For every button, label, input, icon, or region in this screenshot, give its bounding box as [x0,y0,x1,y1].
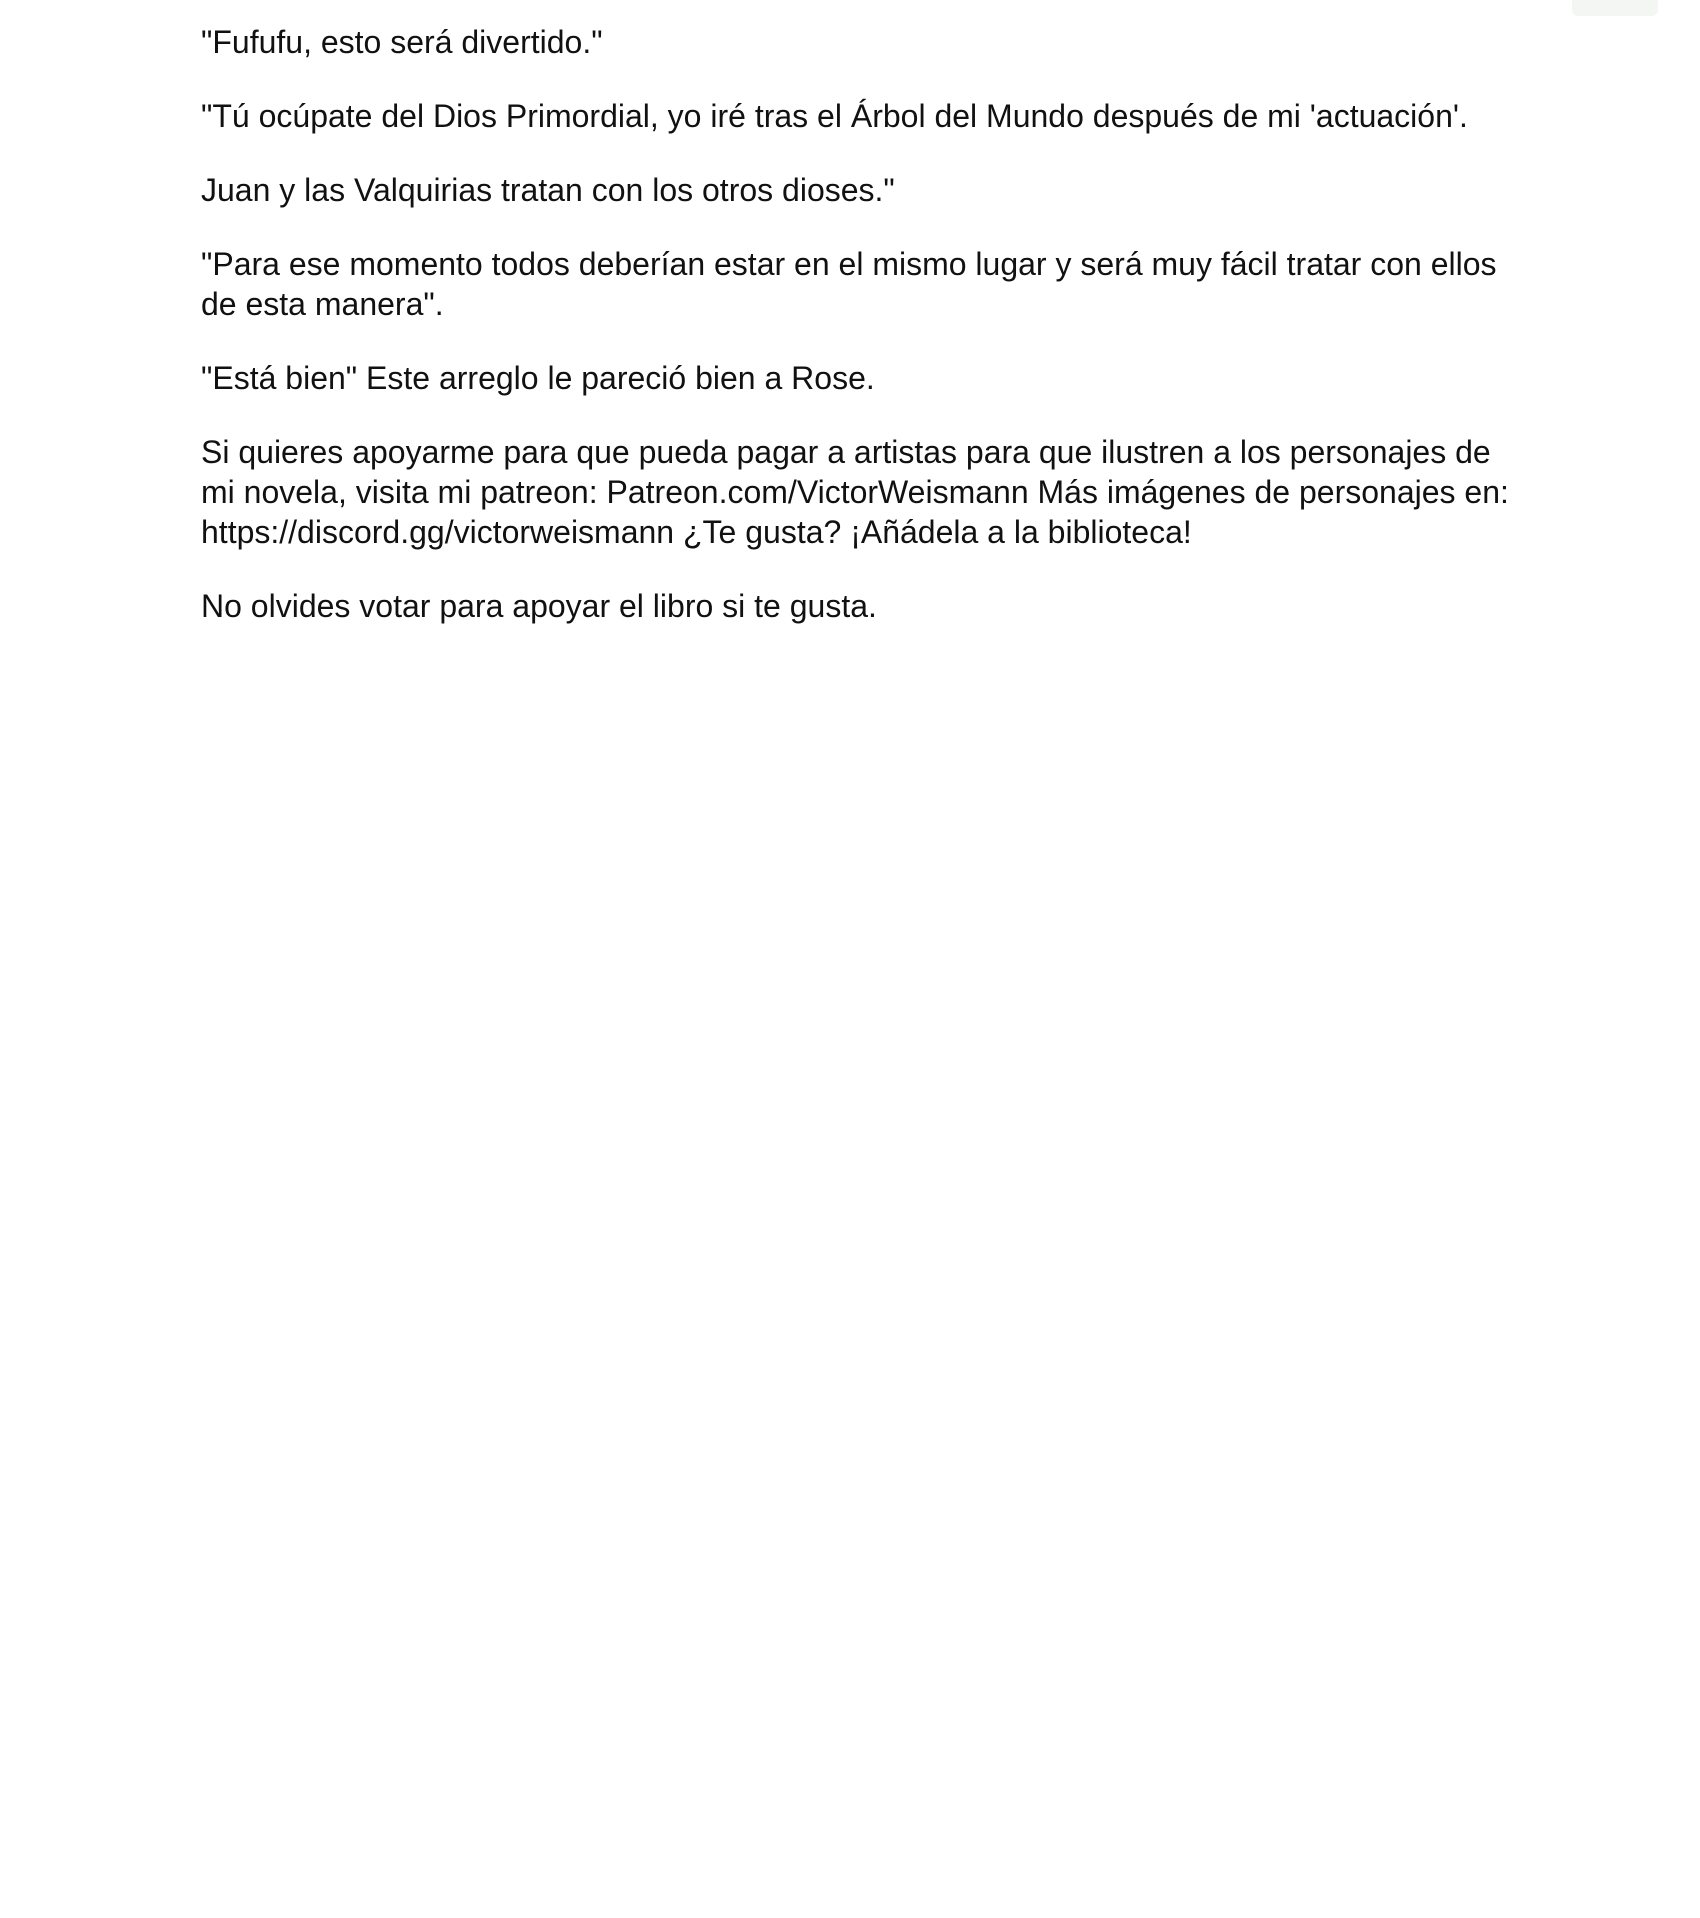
paragraph: "Tú ocúpate del Dios Primordial, yo iré tras el Árbol del Mundo después de mi 'actuación'. [201,98,1468,134]
paragraph: "Está bien" Este arreglo le pareció bien a Rose. [201,360,875,396]
page-corner-mark [1572,0,1658,16]
paragraph: "Para ese momento todos deberían estar en el mismo lugar y será muy fácil tratar con ellos de esta manera". [201,246,1497,322]
paragraph: Si quieres apoyarme para que pueda pagar a artistas para que ilustren a los personajes de mi novela, visita mi patreon: Patreon.com/VictorWeismann Más imágenes de personajes en: https://discord.gg/victorweismann ¿Te gusta? ¡Añádela a la biblioteca! [201,434,1509,550]
paragraph: No olvides votar para apoyar el libro si te gusta. [201,588,877,624]
paragraph: Juan y las Valquirias tratan con los otros dioses." [201,172,895,208]
document-body [201,22,1521,660]
paragraph: "Fufufu, esto será divertido." [201,24,603,60]
